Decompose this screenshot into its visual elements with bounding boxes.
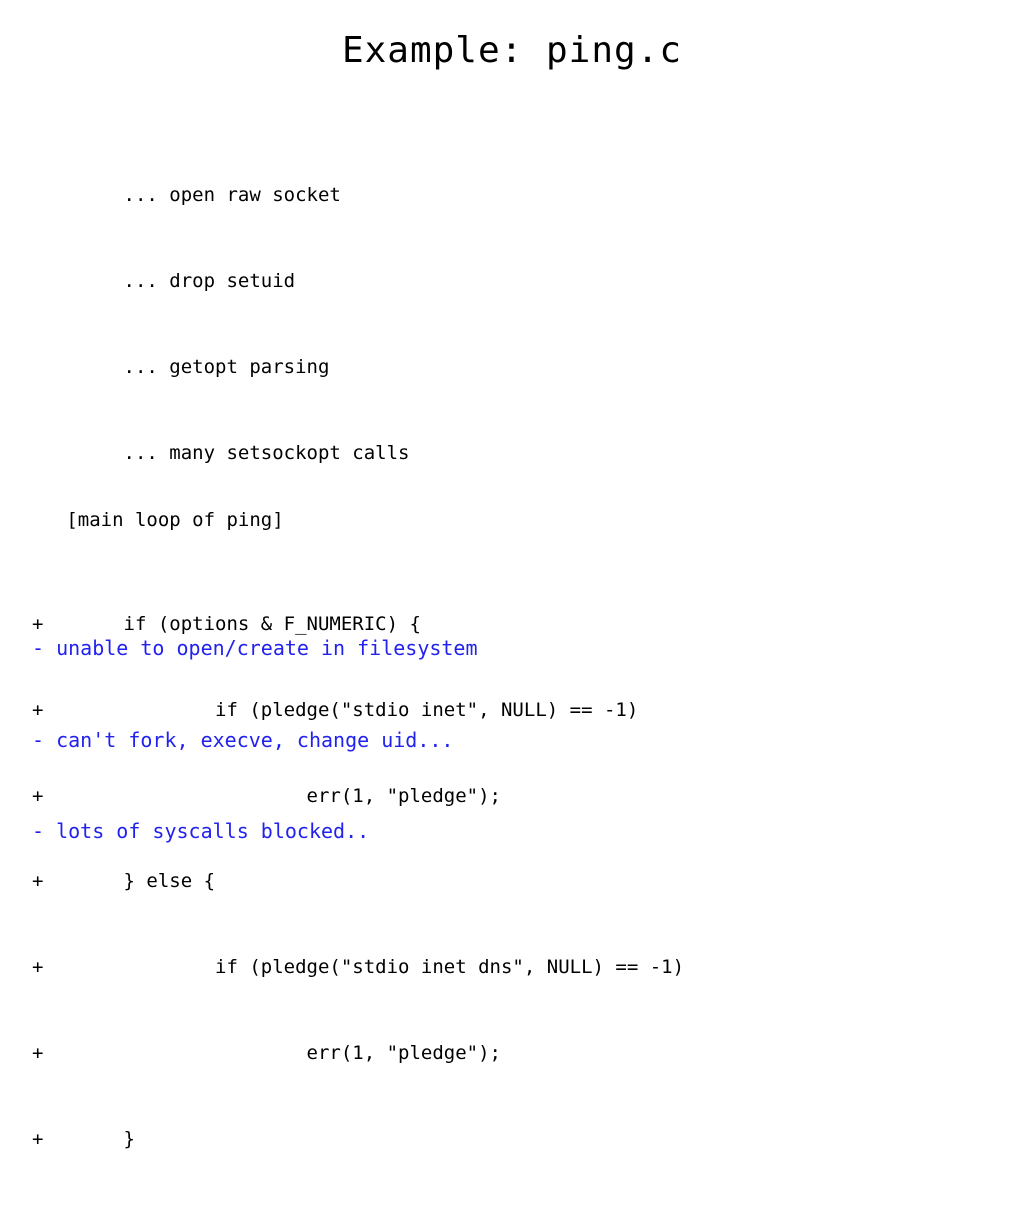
code-line: ... getopt parsing [32,355,330,378]
code-line: + err(1, "pledge"); [32,784,501,807]
code-line: + } else { [32,870,216,893]
list-item: - can't fork, execve, change uid... [32,727,454,752]
page-title: Example: ping.c [341,30,683,71]
list-item: - lots of syscalls blocked.. [32,819,370,843]
code-line: + err(1, "pledge"); [32,1042,501,1064]
bullet-list [32,572,478,908]
list-item: - unable to open/create in filesystem [32,636,478,660]
code-line: ... open raw socket [32,184,341,207]
code-line: + if (pledge("stdio inet", NULL) == -1) [32,698,639,721]
code-line: + } [32,1127,135,1150]
code-line: + if (pledge("stdio inet dns", NULL) == -1) [32,956,685,979]
code-line: + if (options & F_NUMERIC) { [32,613,421,636]
code-line: ... many setsockopt calls [32,441,410,464]
main-loop-note: [main loop of ping] [32,509,284,531]
code-line: ... drop setuid [32,269,296,292]
